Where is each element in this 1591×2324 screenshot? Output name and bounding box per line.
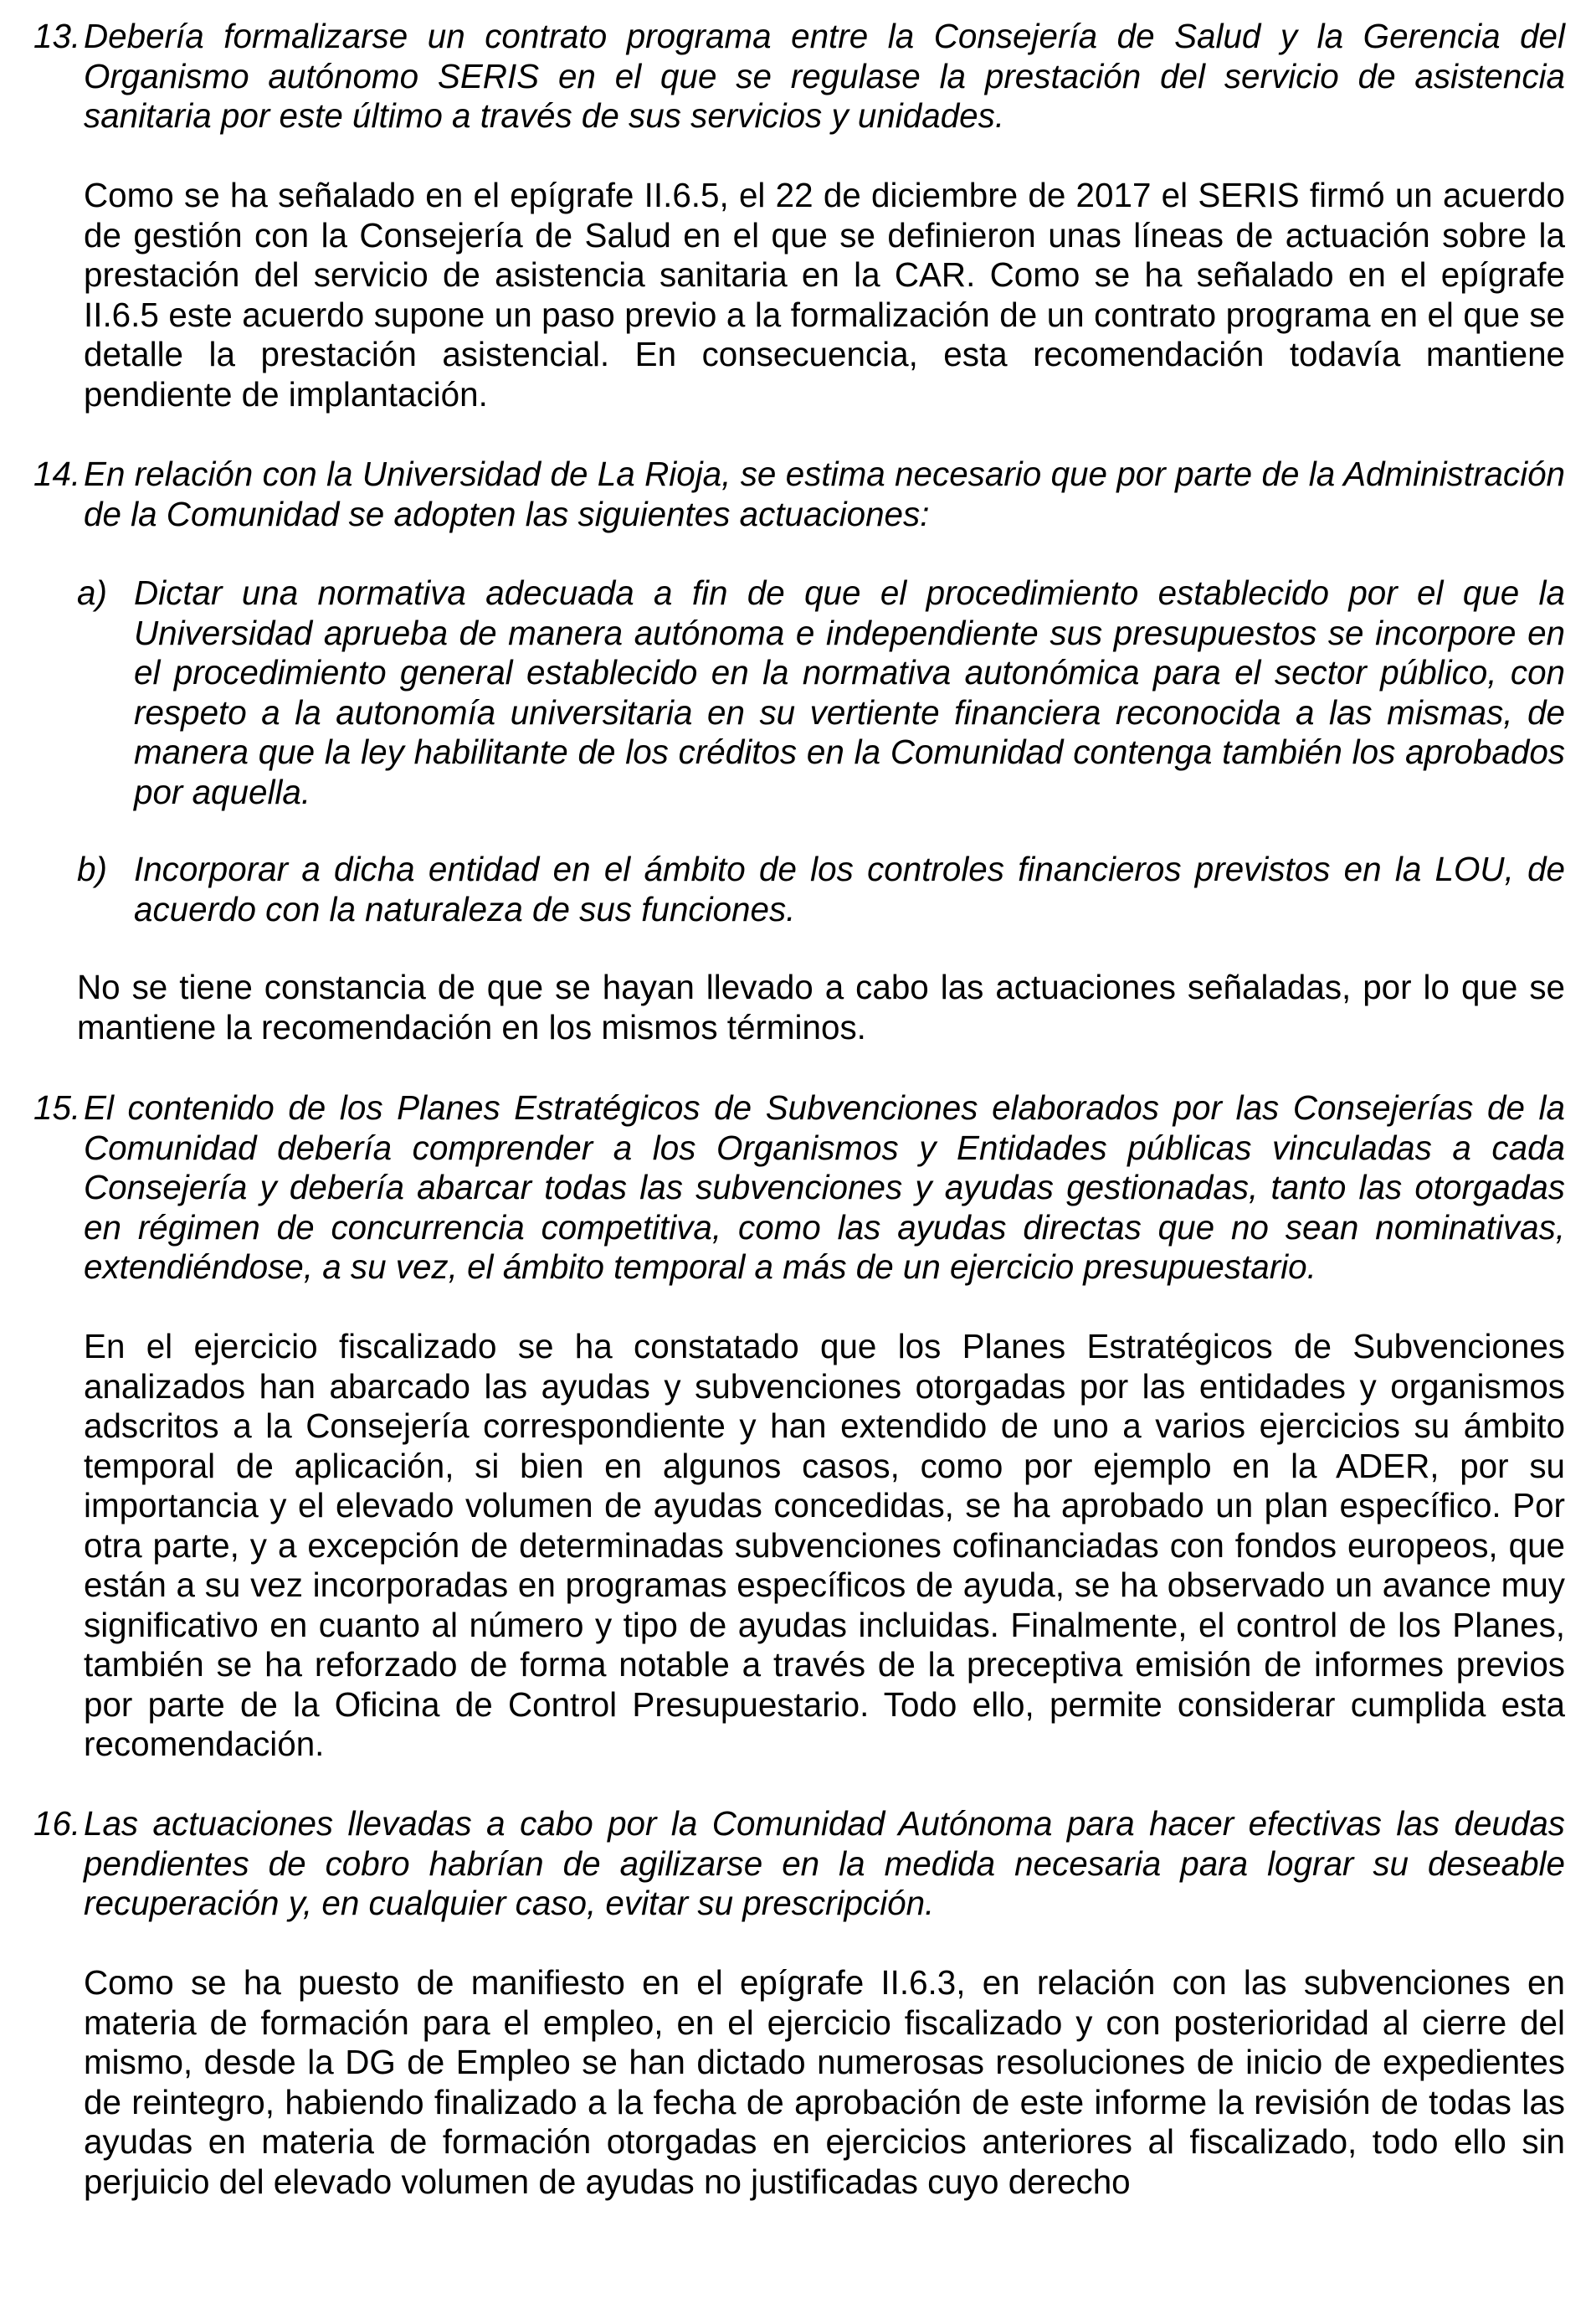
response-text: Como se ha señalado en el epígrafe II.6.5, el 22 de diciembre de 2017 el SERIS firmó un acuerdo de gestión con la Consejería de Salud en el que se definieron unas líneas de actuación sobre la prestación del servicio de asistencia sanitaria en la CAR. Como se ha señalado en el epígrafe II.6.5 este acuerdo supone un paso previo a la formalización de un contrato programa en el que se detalle la prestación asistencial. En consecuencia, esta recomendación todavía mantiene pendiente de implantación. — [84, 176, 1565, 414]
response-text: Como se ha puesto de manifiesto en el epígrafe II.6.3, en relación con las subvenciones en materia de formación para el empleo, en el ejercicio fiscalizado y con posterioridad al cierre del mismo, desde la DG de Empleo se han dictado numerosas resoluciones de inicio de expedientes de reintegro, habiendo finalizado a la fecha de aprobación de este informe la revisión de todas las ayudas en materia de formación otorgadas en ejercicios anteriores al fiscalizado, todo ello sin perjuicio del elevado volumen de ayudas no justificadas cuyo derecho — [84, 1963, 1565, 2201]
recommendation-item-13 — [33, 17, 1565, 136]
response-text: En el ejercicio fiscalizado se ha constatado que los Planes Estratégicos de Subvenciones analizados han abarcado las ayudas y subvenciones otorgadas por las entidades y organismos adscritos a la Consejería correspondiente y han extendido de uno a varios ejercicios su ámbito temporal de aplicación, si bien en algunos casos, como por ejemplo en la ADER, por su importancia y el elevado volumen de ayudas concedidas, se ha aprobado un plan específico. Por otra parte, y a excepción de determinadas subvenciones cofinanciadas con fondos europeos, que están a su vez incorporadas en programas específicos de ayuda, se ha observado un avance muy significativo en cuanto al número y tipo de ayudas incluidas. Finalmente, el control de los Planes, también se ha reforzado de forma notable a través de la preceptiva emisión de informes previos por parte de la Oficina de Control Presupuestario. Todo ello, permite considerar cumplida esta recomendación. — [84, 1327, 1565, 1763]
item-number: 13. — [33, 17, 81, 55]
subitem-text: Dictar una normativa adecuada a fin de que el procedimiento establecido por el que la Universidad aprueba de manera autónoma e independiente sus presupuestos se incorpore en el procedimiento general establecido en la normativa autonómica para el sector público, con respeto a la autonomía universitaria en su vertiente financiera reconocida a las mismas, de manera que la ley habilitante de los créditos en la Comunidad contenga también los aprobados por aquella. — [134, 573, 1565, 811]
subitem-text: Incorporar a dicha entidad en el ámbito de los controles financieros previstos en la LOU, de acuerdo con la naturaleza de sus funciones. — [134, 850, 1565, 928]
subitem-b — [77, 850, 1565, 929]
response-item-14 — [77, 968, 1565, 1047]
recommendation-text: Debería formalizarse un contrato programa entre la Consejería de Salud y la Gerencia del Organismo autónomo SERIS en el que se regulase la prestación del servicio de asistencia sanitaria por este último a través de sus servicios y unidades. — [84, 17, 1565, 135]
item-number: 16. — [33, 1804, 81, 1843]
item-number: 14. — [33, 455, 81, 493]
response-text: No se tiene constancia de que se hayan llevado a cabo las actuaciones señaladas, por lo que se mantiene la recomendación en los mismos términos. — [77, 968, 1565, 1046]
subitem-label: a) — [77, 573, 107, 612]
recommendation-text: En relación con la Universidad de La Rioja, se estima necesario que por parte de la Administración de la Comunidad se adopten las siguientes actuaciones: — [84, 455, 1565, 533]
item-number: 15. — [33, 1088, 81, 1127]
recommendation-text: El contenido de los Planes Estratégicos de Subvenciones elaborados por las Consejerías de la Comunidad debería comprender a los Organismos y Entidades públicas vinculadas a cada Consejería y debería abarcar todas las subvenciones y ayudas gestionadas, tanto las otorgadas en régimen de concurrencia competitiva, como las ayudas directas que no sean nominativas, extendiéndose, a su vez, el ámbito temporal a más de un ejercicio presupuestario. — [84, 1088, 1565, 1286]
recommendation-item-15 — [33, 1088, 1565, 1288]
subitem-label: b) — [77, 850, 107, 888]
recommendation-item-16 — [33, 1804, 1565, 1924]
response-item-15 — [84, 1327, 1565, 1765]
subitem-a — [77, 573, 1565, 812]
response-item-16 — [84, 1963, 1565, 2202]
recommendation-item-14 — [33, 455, 1565, 534]
response-item-13 — [84, 176, 1565, 414]
recommendation-text: Las actuaciones llevadas a cabo por la Comunidad Autónoma para hacer efectivas las deudas pendientes de cobro habrían de agilizarse en la medida necesaria para lograr su deseable recuperación y, en cualquier caso, evitar su prescripción. — [84, 1804, 1565, 1922]
